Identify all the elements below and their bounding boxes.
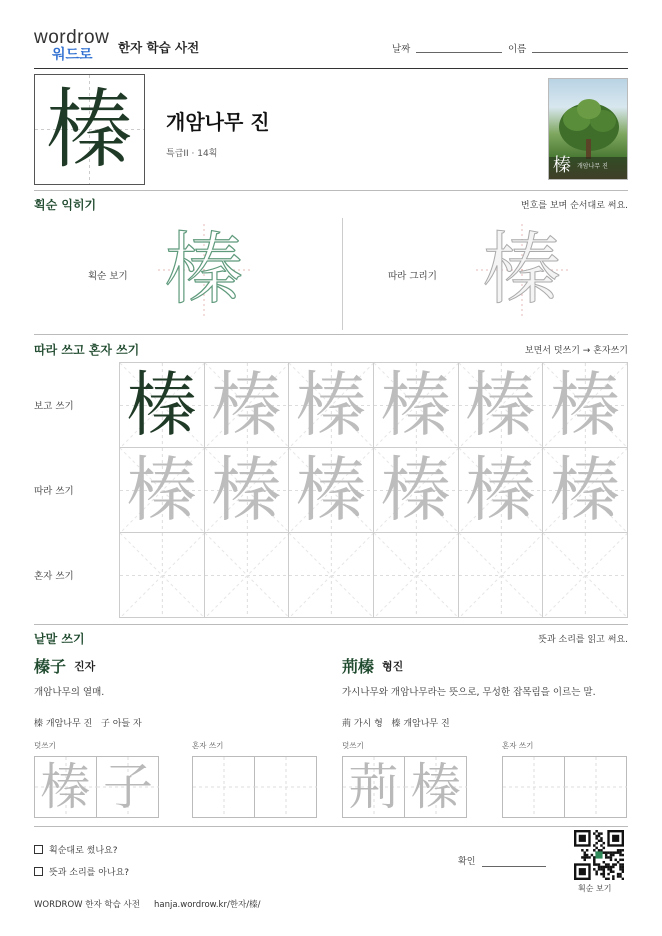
qr-code[interactable]	[574, 830, 624, 880]
practice-character: 榛	[126, 364, 197, 446]
practice-cell[interactable]	[374, 533, 459, 618]
stroke-rule	[34, 334, 628, 335]
words-section-title: 낱말 쓰기	[34, 632, 85, 646]
practice-character: 榛	[296, 449, 367, 531]
cell-guide-lines	[503, 757, 565, 817]
practice-cell[interactable]	[459, 363, 544, 448]
qr-code-icon	[574, 830, 624, 880]
illustration-caption: 개암나무 진	[577, 163, 608, 170]
cell-guide-lines	[255, 757, 317, 817]
confirm-label: 확인	[458, 857, 476, 867]
gloss-text: 가시 형	[353, 719, 383, 729]
logo-top: wordrow	[34, 27, 110, 48]
practice-cell[interactable]	[543, 363, 628, 448]
word-cell[interactable]	[97, 757, 159, 817]
checklist-item[interactable]	[34, 865, 129, 878]
checkbox[interactable]	[34, 845, 43, 854]
stroke-trace-diagram[interactable]	[476, 224, 568, 316]
gloss-char: 荊	[342, 719, 352, 729]
practice-cell[interactable]	[205, 533, 290, 618]
trace-label: 덧쓰기	[342, 741, 364, 750]
cell-guide-lines	[289, 533, 374, 618]
practice-cell[interactable]	[543, 533, 628, 618]
practice-character: 榛	[380, 449, 451, 531]
practice-cell[interactable]	[459, 448, 544, 533]
practice-section-instruction: 보면서 덧쓰기 → 혼자쓰기	[524, 346, 628, 356]
word-cell[interactable]	[35, 757, 97, 817]
word-trace-character: 榛	[411, 758, 461, 816]
stroke-section-title: 획순 익히기	[34, 198, 97, 212]
practice-character: 榛	[296, 364, 367, 446]
practice-row-label: 보고 쓰기	[34, 401, 74, 412]
hero-character-box	[34, 74, 145, 185]
word-solo-box[interactable]	[192, 756, 317, 818]
practice-character: 榛	[550, 449, 621, 531]
word-hanja: 榛子	[34, 657, 67, 676]
gloss-char: 榛	[391, 719, 401, 729]
practice-character: 榛	[465, 449, 536, 531]
logo[interactable]	[34, 28, 114, 64]
word-definition: 가시나무와 개암나무라는 뜻으로, 무성한 잡목림을 이르는 말.	[342, 687, 596, 698]
hero-meaning: 개암나무 진	[166, 110, 270, 134]
solo-label: 혼자 쓰기	[192, 741, 224, 750]
practice-cell[interactable]	[289, 533, 374, 618]
trace-label: 덧쓰기	[34, 741, 56, 750]
cell-guide-lines	[543, 533, 628, 618]
word-trace-box[interactable]	[34, 756, 159, 818]
practice-cell[interactable]	[289, 448, 374, 533]
practice-cell[interactable]	[543, 448, 628, 533]
gloss-text: 아들 자	[112, 719, 142, 729]
word-cell[interactable]	[565, 757, 627, 817]
practice-cell[interactable]	[120, 363, 205, 448]
practice-character: 榛	[380, 364, 451, 446]
words-section-instruction: 뜻과 소리를 읽고 써요.	[538, 635, 628, 645]
cell-guide-lines	[193, 757, 255, 817]
word-gloss	[342, 716, 450, 729]
hero-grade: 특급II · 14획	[166, 149, 218, 159]
word-trace-character: 榛	[40, 758, 91, 816]
cell-guide-lines	[374, 533, 459, 618]
word-definition: 개암나무의 열매.	[34, 687, 105, 698]
word-hanja: 荊榛	[342, 657, 375, 676]
gloss-char: 子	[100, 719, 110, 729]
practice-character: 榛	[126, 449, 197, 531]
checkbox[interactable]	[34, 867, 43, 876]
checklist-label: 뜻과 소리를 아나요?	[49, 868, 130, 878]
word-cell[interactable]	[405, 757, 467, 817]
footer-url[interactable]: hanja.wordrow.kr/한자/榛/	[154, 900, 261, 910]
checklist-label: 획순대로 썼나요?	[49, 846, 118, 856]
gloss-text: 개암나무 진	[45, 719, 93, 729]
gloss-text: 개암나무 진	[403, 719, 450, 729]
word-reading: 진자	[74, 660, 96, 673]
name-field[interactable]	[532, 52, 628, 53]
word-trace-character: 子	[103, 758, 153, 816]
confirm-field[interactable]	[482, 866, 546, 867]
solo-label: 혼자 쓰기	[502, 741, 534, 750]
practice-cell[interactable]	[289, 363, 374, 448]
practice-grid	[119, 362, 628, 618]
practice-section-title: 따라 쓰고 혼자 쓰기	[34, 343, 140, 357]
practice-cell[interactable]	[120, 533, 205, 618]
practice-row-label: 혼자 쓰기	[34, 571, 74, 582]
cell-guide-lines	[459, 533, 544, 618]
practice-cell[interactable]	[374, 363, 459, 448]
logo-bottom: 워드로	[52, 47, 93, 63]
practice-cell[interactable]	[120, 448, 205, 533]
cell-guide-lines	[565, 757, 627, 817]
header-rule	[34, 68, 628, 69]
word-cell[interactable]	[343, 757, 405, 817]
word-trace-character: 荊	[348, 758, 399, 816]
cell-guide-lines	[205, 533, 290, 618]
practice-character: 榛	[465, 364, 536, 446]
illustration-char: 榛	[553, 155, 571, 176]
practice-cell[interactable]	[205, 363, 290, 448]
stroke-trace-character: 榛	[482, 225, 561, 315]
stroke-section-instruction: 번호를 보며 순서대로 써요.	[520, 201, 628, 211]
stroke-divider	[342, 218, 343, 330]
word-reading: 형진	[382, 660, 404, 673]
stroke-view-label: 획순 보기	[88, 271, 128, 282]
cell-guide-lines	[120, 533, 205, 618]
word-cell[interactable]	[503, 757, 565, 817]
date-label: 날짜	[392, 44, 411, 55]
word-gloss	[34, 716, 142, 729]
practice-character: 榛	[211, 364, 282, 446]
practice-character: 榛	[550, 364, 621, 446]
practice-row-label: 따라 쓰기	[34, 486, 74, 497]
practice-character: 榛	[211, 449, 282, 531]
date-field[interactable]	[416, 52, 502, 53]
stroke-order-character: 榛	[164, 225, 243, 315]
qr-label: 획순 보기	[578, 884, 612, 893]
word-solo-box[interactable]	[502, 756, 627, 818]
hero-illustration	[548, 78, 628, 180]
practice-cell[interactable]	[374, 448, 459, 533]
word-cell[interactable]	[255, 757, 317, 817]
stroke-trace-label: 따라 그리기	[388, 271, 437, 282]
gloss-char: 榛	[34, 719, 44, 729]
hero-character: 榛	[46, 79, 133, 180]
practice-cell[interactable]	[205, 448, 290, 533]
hero-rule	[34, 190, 628, 191]
header-subtitle: 한자 학습 사전	[118, 40, 200, 55]
footer-brand: WORDROW 한자 학습 사전	[34, 900, 140, 910]
name-label: 이름	[508, 44, 527, 55]
word-cell[interactable]	[193, 757, 255, 817]
practice-rule	[34, 624, 628, 625]
checklist-item[interactable]	[34, 843, 118, 856]
practice-cell[interactable]	[459, 533, 544, 618]
word-trace-box[interactable]	[342, 756, 467, 818]
words-rule	[34, 826, 628, 827]
stroke-order-diagram	[158, 224, 250, 316]
